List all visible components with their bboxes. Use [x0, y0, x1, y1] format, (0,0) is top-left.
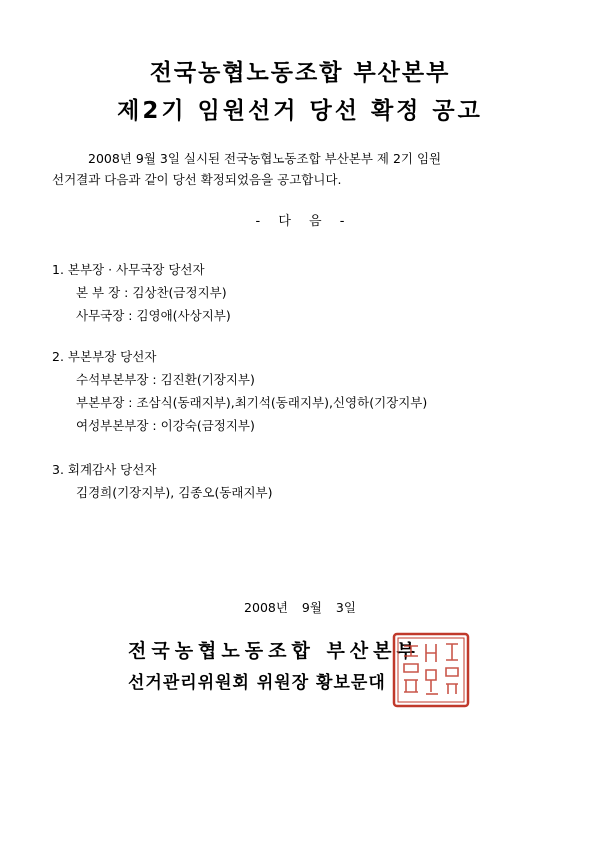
title-organization: 전국농협노동조합 부산본부 — [149, 60, 451, 86]
winner-line: 수석부본부장 : 김진환(기장지부) — [76, 372, 255, 387]
issuer-organization: 전국농협노동조합 부산본부 — [128, 640, 420, 662]
announcement-date: 2008년 9월 3일 — [244, 600, 356, 615]
section-headquarters-winners — [52, 258, 231, 327]
paragraph-line-2: 선거결과 다음과 같이 당선 확정되었음을 공고합니다. — [52, 172, 342, 187]
winner-line: 여성부본부장 : 이강숙(금정지부) — [76, 418, 255, 433]
winner-line: 사무국장 : 김영애(사상지부) — [76, 308, 231, 323]
official-seal-icon — [392, 632, 470, 708]
following-marker: - 다 음 - — [255, 214, 345, 229]
winner-line: 본 부 장 : 김상찬(금정지부) — [76, 285, 227, 300]
winner-line: 김경희(기장지부), 김종오(동래지부) — [76, 485, 273, 500]
section-heading: 2. 부본부장 당선자 — [52, 349, 157, 364]
section-heading: 1. 본부장 · 사무국장 당선자 — [52, 262, 205, 277]
section-auditor-winners — [52, 458, 273, 504]
announcement-paragraph — [52, 148, 552, 190]
paragraph-line-1: 2008년 9월 3일 실시된 전국농협노동조합 부산본부 제 2기 임원 — [88, 151, 442, 166]
winner-line: 부본부장 : 조삼식(동래지부),최기석(동래지부),신영하(기장지부) — [76, 395, 428, 410]
signature-line: 선거관리위원회 위원장 황보문대 — [128, 673, 386, 693]
section-deputy-winners — [52, 345, 427, 437]
title-announcement: 제2기 임원선거 당선 확정 공고 — [117, 98, 483, 124]
section-heading: 3. 회계감사 당선자 — [52, 462, 157, 477]
